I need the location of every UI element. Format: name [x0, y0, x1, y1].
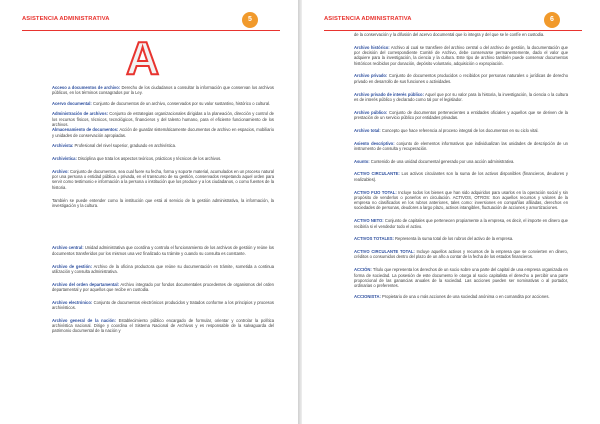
entry-term: ACCIÓN:: [354, 267, 372, 273]
glossary-entry: [52, 85, 274, 96]
entry-text: También se puede entender como la institución que está al servicio de la gestión administrativa, la información, la investigación y la cultura.: [52, 197, 274, 208]
entry-text: Archivo al cual se transfiere del archivo central o del archivo de gestión, la documentación que por decisión del correspondiente Comité de Archivo, debe conservarse permanentemente, dado el valor que adquiere para la investigación, la ciencia y la cultura. Este tipo de archivo también puede conservar documentos históricos recibidos por donación, depósito voluntario, adquisición o expropiación.: [354, 44, 568, 66]
entry-text: Concepto que hace referencia al proceso integral de los documentos en su ciclo vital.: [380, 127, 539, 133]
entry-term: Archivo central:: [52, 245, 84, 251]
entry-text: Acción de guardar sistemáticamente documentos de archivo en espacios, mobiliario y unidades de conservación apropiadas.: [52, 127, 274, 138]
entry-term: ACTIVO CIRCULANTE:: [354, 171, 400, 177]
spacer: [52, 213, 274, 245]
glossary-column: [52, 85, 274, 339]
entry-text: Conjunto de estrategias organizacionales dirigidas a la planeación, dirección y control de los recursos físicos, técnicos, tecnológicos, financieros y del talento humano, para el eficiente funcionamiento de los archivos.: [52, 111, 274, 128]
glossary-entry: [354, 190, 568, 211]
glossary-entry: [52, 127, 274, 138]
entry-text: Propietario de una o más acciones de una sociedad anónima o en comandita por acciones.: [380, 293, 550, 299]
entry-text: Profesional del nivel superior, graduado en archivística.: [73, 143, 177, 149]
entry-text: Aquel que por su valor para la historia, la investigación, la ciencia o la cultura es de interés público y declarado como tal por el legislador.: [354, 91, 569, 102]
right-page: [302, 0, 600, 424]
entry-text: Título que representa los derechos de un socio sobre una parte del capital de una empresa organizada en forma de sociedad. La posesión de este documento le otorga al socio capitalista el derecho a percibir una parte proporcional de las ganancias anuales de la sociedad. Las acciones pueden ser nominativas o al portador, ordinarias o preferentes.: [354, 267, 568, 289]
glossary-entry: [52, 111, 274, 127]
entry-term: Archivo total:: [354, 127, 381, 133]
entry-text: Conjunto de capitales que pertenecen propiamente a la empresa, es decir, el importe en dinero que recibiría si el vendedor todo el activo.: [354, 218, 568, 229]
glossary-entry: [354, 294, 568, 299]
glossary-entry: [354, 236, 568, 241]
page-header: [324, 12, 582, 28]
page-number: 6: [544, 12, 560, 28]
entry-text: Representa la suma total de los rubros del activo de la empresa.: [393, 236, 514, 242]
glossary-entry: [354, 92, 568, 103]
entry-text: conjunto de elementos informativos que individualizan las unidades de descripción de un instrumento de consulta y recuperación.: [354, 140, 568, 151]
entry-term: Archivo del orden departamental:: [52, 281, 120, 287]
entry-text: Incluye todos los bienes que han sido adquiridos para usarlos en la operación social y sin propósito de venderlos o ponerlos en circulación. ACTIVOS, OTROS: Son aquellos recursos y valores de la empresa no clasificados en los rubros anteriores, tales como: inversiones en compañías afiliadas, derechos en sociedades de personas, deudores a largo plazo, activos intangibles, fluctuación de acciones y amortizaciones.: [354, 189, 568, 211]
glossary-entry: [354, 171, 568, 182]
glossary-entry: [52, 245, 274, 256]
header-title: ASISTENCIA ADMINISTRATIVA: [324, 16, 412, 22]
entry-term: ACTIVO CIRCULANTE TOTAL:: [354, 249, 415, 255]
glossary-entry: [354, 45, 568, 66]
glossary-entry: [52, 143, 274, 148]
header-rule: [324, 30, 582, 31]
entry-term: Archivística:: [52, 156, 77, 162]
entry-text: Disciplina que trata los aspectos teóricos, prácticos y técnicos de los archivos.: [76, 156, 222, 162]
entry-term: Asiento descriptivo:: [354, 140, 395, 146]
entry-text: Establecimiento público encargado de formular, orientar y controlar la política archivística nacional. Dirige y coordina el Sistema Nacional de Archivos y es responsable de la salvaguarda del patrimonio documental de la nación y: [52, 317, 274, 334]
entry-term: ACCIONISTA:: [354, 293, 381, 299]
entry-term: Almacenamiento de documentos:: [52, 127, 119, 133]
entry-text: Conjunto de documentos de un archivo, conservados por su valor sustantivo, histórico o cultural.: [91, 100, 271, 106]
header-title: ASISTENCIA ADMINISTRATIVA: [22, 16, 110, 22]
glossary-entry: [52, 198, 274, 209]
entry-term: Archivo general de la nación:: [52, 317, 116, 323]
glossary-entry: [52, 282, 274, 293]
entry-text: Conjunto de documentos pertenecientes a entidades oficiales y aquellos que se deriven de la prestación de un servicio público por entidades privadas.: [354, 109, 568, 120]
glossary-entry: [354, 267, 568, 288]
glossary-entry: [52, 169, 274, 190]
entry-term: Asunto:: [354, 158, 370, 164]
entry-term: Archivo público:: [354, 109, 388, 115]
glossary-entry: [354, 249, 568, 260]
left-page: [0, 0, 298, 424]
entry-term: Acceso a documentos de archivo:: [52, 85, 121, 90]
glossary-entry: [354, 32, 568, 37]
entry-text: Los activos circulantes son la suma de los activos disponibles (financieros, deudores y realizables).: [354, 171, 568, 182]
entry-text: Archivo de la oficina productora que reúne su documentación en trámite, sometida a continua utilización y consulta administrativa.: [52, 263, 275, 274]
entry-term: Administración de archivos:: [52, 111, 108, 117]
glossary-entry: [52, 300, 274, 311]
entry-text: Incluye aquellos activos y recursos de la empresa que se convierten en dinero, créditos o consumidos dentro del plazo de un año a contar de la fecha de los estados financieros.: [354, 249, 568, 260]
glossary-entry: [354, 141, 568, 152]
glossary-entry: [52, 264, 274, 275]
glossary-entry: [354, 128, 568, 133]
entry-term: Archivo de gestión:: [52, 263, 93, 269]
header-rule: [22, 30, 280, 31]
entry-term: Acervo documental:: [52, 100, 92, 106]
entry-term: ACTIVOS TOTALES:: [354, 236, 394, 242]
glossary-entry: [354, 218, 568, 229]
glossary-entry: [52, 156, 274, 161]
entry-term: Archivo privado:: [354, 73, 388, 79]
entry-term: Archivo electrónico:: [52, 299, 93, 305]
entry-term: Archivo histórico:: [354, 44, 390, 50]
page-number: 5: [242, 12, 258, 28]
entry-text: de la conservación y la difusión del acervo documental que lo integra y del que se le confíe en custodia.: [354, 32, 545, 37]
entry-text: Archivo integrado por fondos documentales procedentes de organismos del orden departamental y por aquellos que recibe en custodia.: [52, 281, 274, 292]
section-letter: A: [126, 32, 160, 84]
entry-text: Conjunto de documentos electrónicos producidos y tratados conforme a los principios y procesos archivísticos.: [52, 299, 274, 311]
glossary-entry: [52, 318, 274, 334]
entry-term: Archivo privado de interés público:: [354, 91, 424, 97]
entry-text: Derecho de los ciudadanos a consultar la información que conservan los archivos públicos, en los términos consagrados por la Ley.: [52, 85, 274, 96]
glossary-column: [354, 32, 568, 304]
entry-term: Archivo:: [52, 168, 69, 174]
page-header: [22, 12, 280, 28]
glossary-entry: [354, 110, 568, 121]
entry-text: Conjunto de documentos producidos o recibidos por personas naturales o jurídicas de derecho privado en desarrollo de sus funciones o actividades.: [354, 73, 568, 84]
entry-text: Contenido de una unidad documental generado por una acción administrativa.: [369, 158, 515, 164]
entry-term: ACTIVO FIJO TOTAL:: [354, 189, 397, 195]
entry-term: Archivista:: [52, 143, 74, 149]
entry-text: Conjunto de documentos, sea cual fuere su fecha, forma y soporte material, acumulados en un proceso natural por una persona o entidad pública o privada, en el transcurso de su gestión, conservados respetando aquel orden para servir como testimonio e información a la persona o institución que los produce y a los ciudadanos, o como fuentes de la historia.: [52, 168, 274, 190]
entry-text: Unidad administrativa que coordina y controla el funcionamiento de los archivos de gestión y reúne los documentos transferidos por los mismos una vez finalizado su trámite y cuando su consulta es constante.: [52, 245, 274, 256]
glossary-entry: [354, 159, 568, 164]
entry-term: ACTIVO NETO:: [354, 218, 384, 224]
glossary-entry: [52, 101, 274, 106]
glossary-entry: [354, 73, 568, 84]
